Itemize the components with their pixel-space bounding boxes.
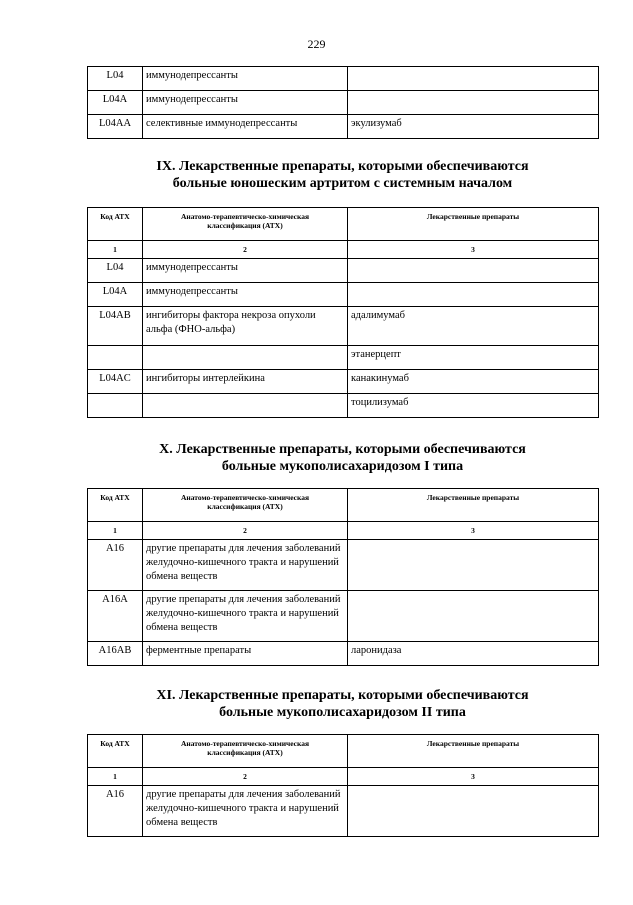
atc-code: L04AC [88, 370, 143, 394]
section-title-ix [87, 158, 598, 192]
table-row [88, 346, 599, 370]
atc-classification: другие препараты для лечения заболеваний желудочно-кишечного тракта и нарушений обмена веществ [143, 540, 348, 591]
atc-classification: иммунодепрессанты [143, 259, 348, 283]
table-row [88, 394, 599, 418]
section-title-line: больные юношеским артритом с системным началом [172, 176, 513, 191]
column-number: 3 [348, 241, 599, 259]
atc-classification: иммунодепрессанты [143, 283, 348, 307]
table-row [88, 283, 599, 307]
atc-classification: ферментные препараты [143, 642, 348, 666]
atc-code: A16 [88, 540, 143, 591]
section-title-line: больные мукополисахаридозом I типа [221, 459, 464, 474]
table-header-row [88, 208, 599, 241]
table-row [88, 115, 599, 139]
column-header-classification: Анатомо-терапевтическо-химическая классификация (АТХ) [143, 489, 348, 522]
column-header-classification: Анатомо-терапевтическо-химическая классификация (АТХ) [143, 208, 348, 241]
section-title-line: X. Лекарственные препараты, которыми обеспечиваются [159, 442, 526, 457]
drug-name: тоцилизумаб [348, 394, 599, 418]
section-title-xi [87, 687, 598, 721]
atc-classification: иммунодепрессанты [143, 67, 348, 91]
table-number-row [88, 522, 599, 540]
atc-code: A16AB [88, 642, 143, 666]
table-row [88, 642, 599, 666]
table-row [88, 91, 599, 115]
atc-code: L04 [88, 67, 143, 91]
atc-code: L04A [88, 91, 143, 115]
drug-name [348, 91, 599, 115]
atc-code [88, 346, 143, 370]
atc-code: L04AA [88, 115, 143, 139]
table-continuation [87, 66, 599, 139]
table-row [88, 259, 599, 283]
drug-name [348, 540, 599, 591]
column-header-code: Код АТХ [88, 735, 143, 768]
drug-name: адалимумаб [348, 307, 599, 346]
table-number-row [88, 768, 599, 786]
drug-name: ларонидаза [348, 642, 599, 666]
section-title-line: больные мукополисахаридозом II типа [219, 705, 466, 720]
atc-code: L04 [88, 259, 143, 283]
drug-name: этанерцепт [348, 346, 599, 370]
column-header-drugs: Лекарственные препараты [348, 735, 599, 768]
section-title-x [87, 441, 598, 475]
table-header-row [88, 489, 599, 522]
column-number: 1 [88, 522, 143, 540]
column-header-drugs: Лекарственные препараты [348, 208, 599, 241]
drug-name [348, 786, 599, 837]
atc-code: A16 [88, 786, 143, 837]
atc-classification [143, 394, 348, 418]
table-section-ix [87, 207, 599, 418]
column-number: 2 [143, 522, 348, 540]
column-header-code: Код АТХ [88, 208, 143, 241]
column-header-drugs: Лекарственные препараты [348, 489, 599, 522]
atc-classification [143, 346, 348, 370]
atc-code: L04AB [88, 307, 143, 346]
atc-classification: ингибиторы фактора некроза опухоли альфа (ФНО-альфа) [143, 307, 348, 346]
column-number: 2 [143, 241, 348, 259]
atc-classification: иммунодепрессанты [143, 91, 348, 115]
table-row [88, 307, 599, 346]
atc-classification: другие препараты для лечения заболеваний желудочно-кишечного тракта и нарушений обмена веществ [143, 591, 348, 642]
table-row [88, 540, 599, 591]
atc-classification: другие препараты для лечения заболеваний желудочно-кишечного тракта и нарушений обмена веществ [143, 786, 348, 837]
column-header-code: Код АТХ [88, 489, 143, 522]
section-title-line: XI. Лекарственные препараты, которыми обеспечиваются [156, 688, 529, 703]
column-number: 3 [348, 768, 599, 786]
table-section-x [87, 488, 599, 666]
table-row [88, 591, 599, 642]
column-number: 1 [88, 768, 143, 786]
column-header-classification: Анатомо-терапевтическо-химическая классификация (АТХ) [143, 735, 348, 768]
table-row [88, 67, 599, 91]
atc-code [88, 394, 143, 418]
atc-code: L04A [88, 283, 143, 307]
drug-name [348, 67, 599, 91]
table-section-xi [87, 734, 599, 837]
drug-name [348, 259, 599, 283]
drug-name [348, 591, 599, 642]
table-row [88, 370, 599, 394]
page-number: 229 [307, 37, 326, 51]
atc-classification: селективные иммунодепрессанты [143, 115, 348, 139]
atc-code: A16A [88, 591, 143, 642]
drug-name: экулизумаб [348, 115, 599, 139]
column-number: 2 [143, 768, 348, 786]
table-number-row [88, 241, 599, 259]
drug-name: канакинумаб [348, 370, 599, 394]
atc-classification: ингибиторы интерлейкина [143, 370, 348, 394]
drug-name [348, 283, 599, 307]
table-row [88, 786, 599, 837]
column-number: 1 [88, 241, 143, 259]
section-title-line: IX. Лекарственные препараты, которыми обеспечиваются [156, 159, 529, 174]
column-number: 3 [348, 522, 599, 540]
table-header-row [88, 735, 599, 768]
